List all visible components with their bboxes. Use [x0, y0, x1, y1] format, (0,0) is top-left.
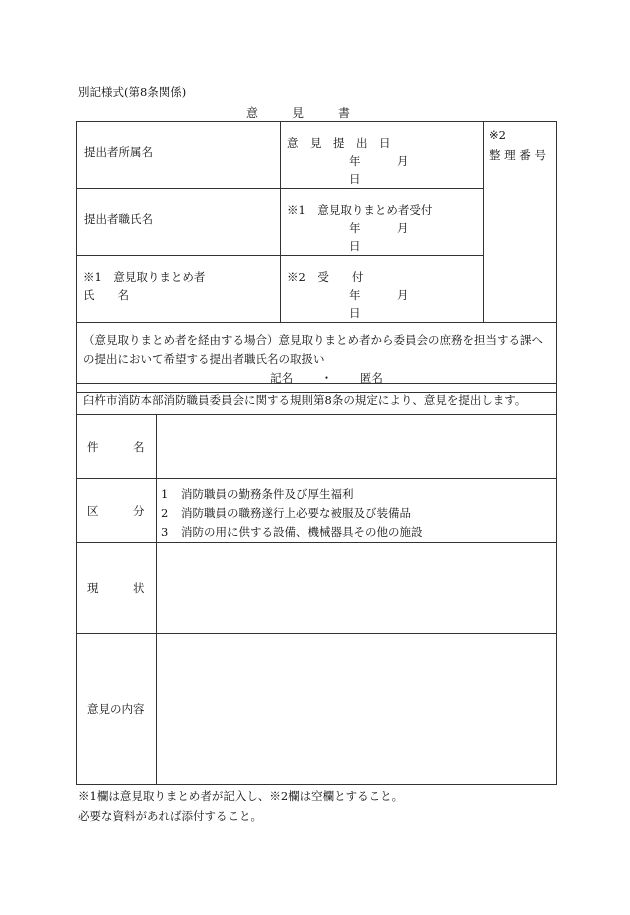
affiliation-cell — [77, 122, 281, 189]
affiliation-label: 提出者所属名 — [84, 145, 153, 159]
signed-option: 記名 — [270, 371, 294, 385]
opinion-label: 意見の内容 — [77, 634, 157, 785]
category-field[interactable] — [157, 479, 557, 543]
name-cell — [77, 189, 281, 256]
category-option-1[interactable]: 1 消防職員の勤務条件及び厚生福利 — [161, 487, 354, 501]
subject-field[interactable] — [157, 415, 557, 479]
page-title: 意見書 — [245, 106, 384, 120]
opinion-table — [76, 383, 557, 785]
opinion-field[interactable] — [157, 634, 557, 785]
year-label: 年 — [349, 221, 361, 235]
category-option-3[interactable]: 3 消防の用に供する設備、機械器具その他の施設 — [161, 525, 423, 539]
receipt1-cell — [281, 189, 484, 256]
subject-label: 件 名 — [77, 415, 157, 479]
day-label: 日 — [349, 239, 361, 253]
footer-note-1: ※1欄は意見取りまとめ者が記入し、※2欄は空欄とすること。 — [78, 789, 404, 803]
submitter-table — [76, 121, 557, 393]
status-label: 現 状 — [77, 543, 157, 634]
category-option-2[interactable]: 2 消防職員の職務遂行上必要な被服及び装備品 — [161, 506, 411, 520]
statement-text: 臼杵市消防本部消防職員委員会に関する規則第8条の規定により、意見を提出します。 — [83, 393, 527, 407]
form-label: 別記様式(第8条関係) — [78, 85, 187, 99]
footer-note-2: 必要な資料があれば添付すること。 — [78, 809, 262, 823]
receipt2-label: ※2 受 付 — [287, 270, 364, 284]
year-label: 年 — [349, 154, 361, 168]
status-field[interactable] — [157, 543, 557, 634]
name-label: 提出者職氏名 — [84, 212, 153, 226]
separator-dot: ・ — [320, 371, 333, 385]
coordinator-cell — [77, 256, 281, 323]
receipt1-label: ※1 意見取りまとめ者受付 — [287, 203, 433, 217]
anonymous-option: 匿名 — [359, 371, 383, 385]
day-label: 日 — [349, 172, 361, 186]
month-label: 月 — [397, 154, 409, 168]
handling-note: （意見取りまとめ者を経由する場合）意見取りまとめ者から委員会の庶務を担当する課への提出において希望する提出者職氏名の取扱い — [83, 333, 543, 366]
day-label: 日 — [349, 306, 361, 320]
statement-cell — [77, 384, 557, 415]
category-label: 区 分 — [77, 479, 157, 543]
month-label: 月 — [397, 288, 409, 302]
year-label: 年 — [349, 288, 361, 302]
receipt2-cell — [281, 256, 484, 323]
note-cell — [77, 323, 557, 393]
submit-date-cell — [281, 122, 484, 189]
serial-mark: ※2 — [489, 128, 506, 142]
month-label: 月 — [397, 221, 409, 235]
coordinator-name-label: 氏 名 — [83, 288, 129, 302]
serial-cell — [484, 122, 557, 323]
submit-date-label: 意 見 提 出 日 — [287, 136, 391, 150]
serial-label: 整 理 番 号 — [489, 148, 546, 162]
coordinator-label: ※1 意見取りまとめ者 — [83, 270, 206, 284]
